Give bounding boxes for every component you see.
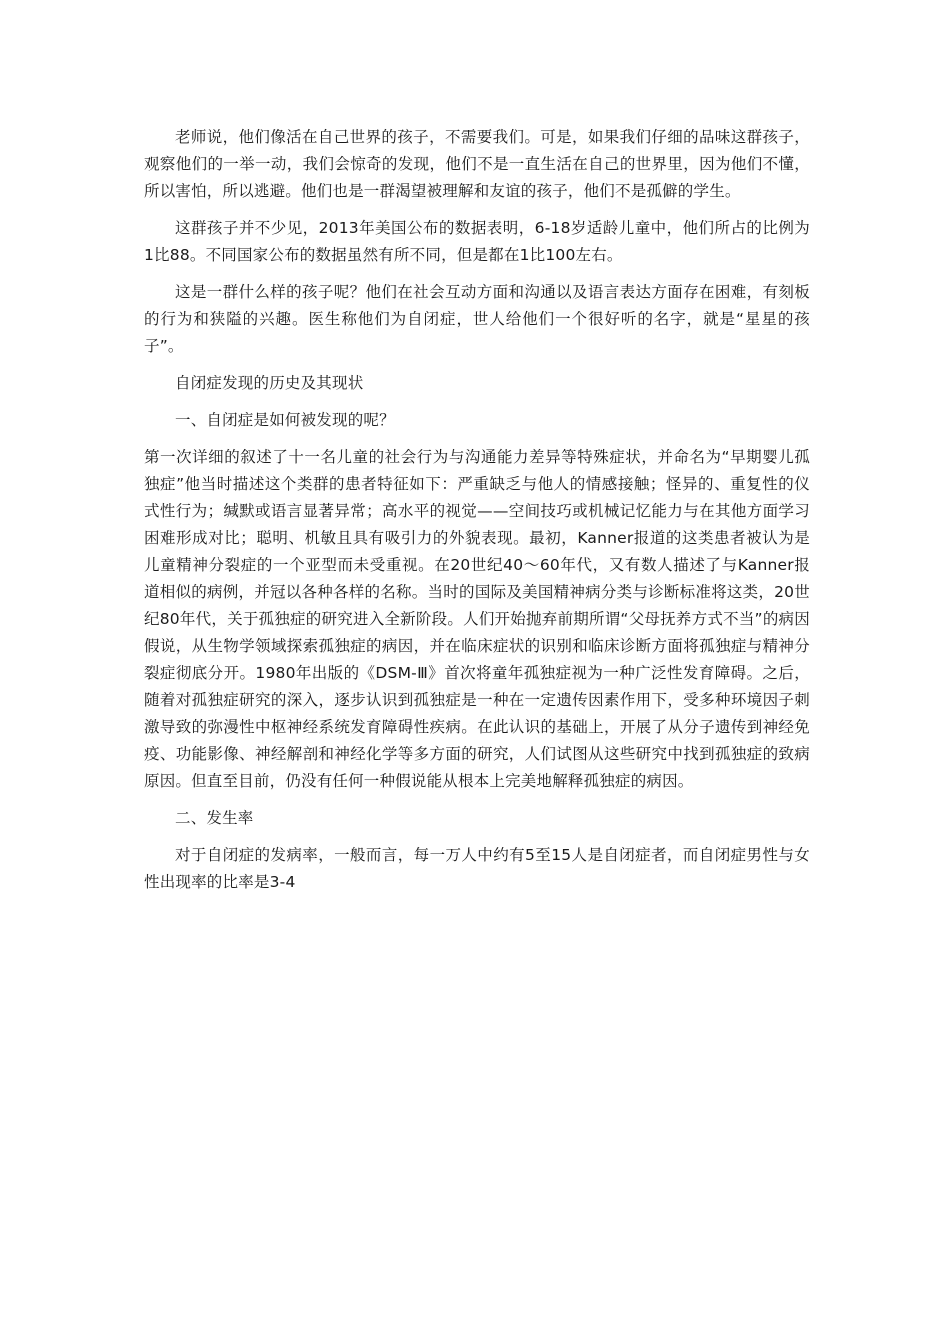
paragraph-incidence: 对于自闭症的发病率，一般而言，每一万人中约有5至15人是自闭症者，而自闭症男性与女性出现率的比率是3-4 (144, 846, 810, 891)
paragraph-intro: 老师说，他们像活在自己世界的孩子，不需要我们。可是，如果我们仔细的品味这群孩子，观察他们的一举一动，我们会惊奇的发现，他们不是一直生活在自己的世界里，因为他们不懂，所以害怕，所以逃避。他们也是一群渴望被理解和友谊的孩子，他们不是孤僻的学生。 (144, 128, 810, 200)
paragraph-discovery: 第一次详细的叙述了十一名儿童的社会行为与沟通能力差异等特殊症状，并命名为“早期婴儿孤独症”他当时描述这个类群的患者特征如下：严重缺乏与他人的情感接触；怪异的、重复性的仪式性行为；缄默或语言显著异常；高水平的视觉——空间技巧或机械记忆能力与在其他方面学习困难形成对比；聪明、机敏且具有吸引力的外貌表现。最初，Kanner报道的这类患者被认为是儿童精神分裂症的一个亚型而未受重视。在20世纪40～60年代，又有数人描述了与Kanner报道相似的病例，并冠以各种各样的名称。当时的国际及美国精神病分类与诊断标准将这类，20世纪80年代，关于孤独症的研究进入全新阶段。人们开始抛弃前期所谓“父母抚养方式不当”的病因假说，从生物学领域探索孤独症的病因，并在临床症状的识别和临床诊断方面将孤独症与精神分裂症彻底分开。1980年出版的《DSM-Ⅲ》首次将童年孤独症视为一种广泛性发育障碍。之后，随着对孤独症研究的深入，逐步认识到孤独症是一种在一定遗传因素作用下，受多种环境因子刺激导致的弥漫性中枢神经系统发育障碍性疾病。在此认识的基础上，开展了从分子遗传到神经免疫、功能影像、神经解剖和神经化学等多方面的研究，人们试图从这些研究中找到孤独症的致病原因。但直至目前，仍没有任何一种假说能从根本上完美地解释孤独症的病因。 (144, 448, 810, 790)
paragraph-description: 这是一群什么样的孩子呢？他们在社会互动方面和沟通以及语言表达方面存在困难，有刻板的行为和狭隘的兴趣。医生称他们为自闭症，世人给他们一个很好听的名字，就是“星星的孩子”。 (144, 283, 810, 355)
heading-discovery: 一、自闭症是如何被发现的呢？ (175, 411, 395, 429)
heading-incidence: 二、发生率 (175, 809, 254, 827)
heading-history: 自闭症发现的历史及其现状 (175, 374, 364, 392)
document-body (144, 124, 810, 906)
paragraph-statistics: 这群孩子并不少见，2013年美国公布的数据表明，6-18岁适龄儿童中，他们所占的比例为1比88。不同国家公布的数据虽然有所不同，但是都在1比100左右。 (144, 219, 810, 264)
